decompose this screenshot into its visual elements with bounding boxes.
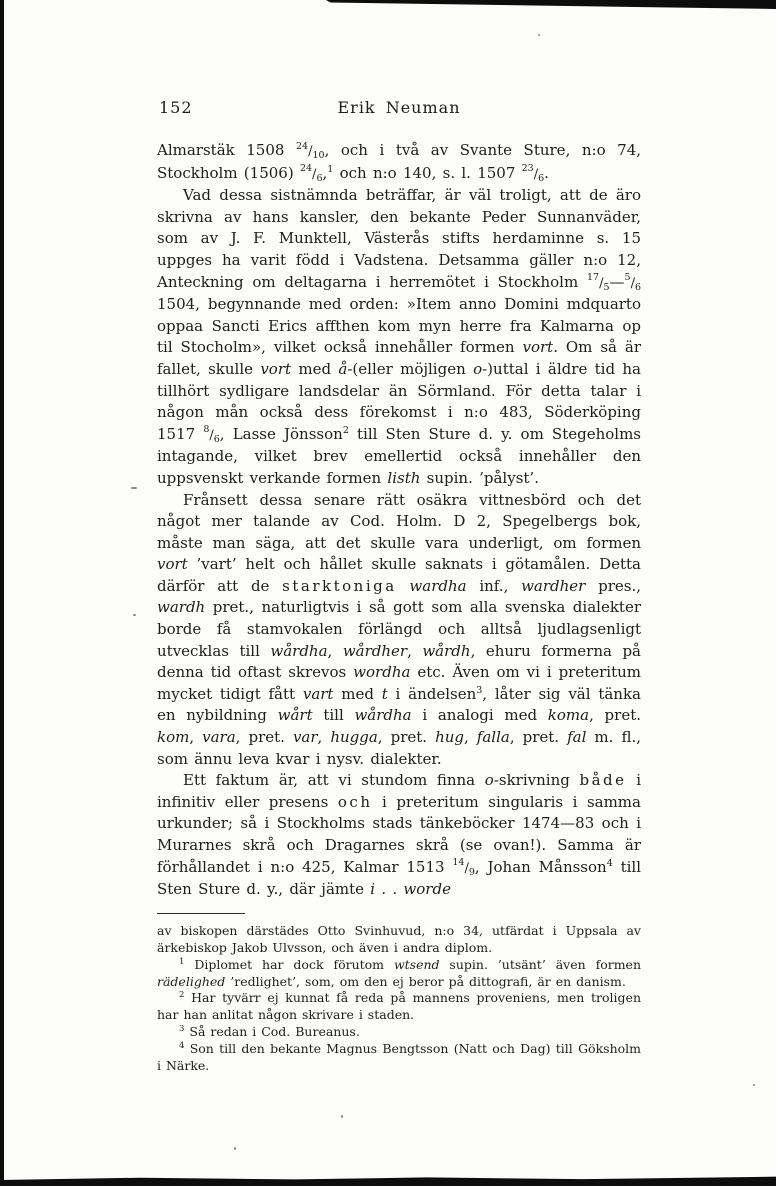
text-run: . Om så är fallet, skulle [157, 338, 641, 378]
text-run: supin. ’pålyst’. [420, 468, 539, 487]
text-run: -skrivning [493, 771, 580, 790]
text-run: supin. ’utsänt’ även formen [439, 956, 641, 972]
text-run: vart [302, 684, 334, 703]
page-number: 152 [159, 98, 193, 117]
text-run: , Lasse Jönsson [219, 424, 343, 443]
text-run: , pret. [377, 728, 436, 747]
text-run: wtsend [393, 956, 440, 972]
text-run: , [322, 163, 328, 182]
date-fraction: $^{24}/_6$ [299, 163, 323, 184]
date-fraction: $^{23}/_6$ [521, 163, 545, 184]
text-run: -)uttal i äldre tid ha tillhört sydligare landsdelar än Sörmland. För detta talar i någon mån också dess förekomst i n:o 483, Söderköping 1517 [157, 359, 641, 443]
text-run: Har tyvärr ej kunnat få reda på mannens proveniens, men troligen har han anlitat någon skrivare i staden. [157, 990, 641, 1023]
text-run: , [407, 641, 423, 660]
text-run: -(eller möjligen [347, 359, 474, 378]
text-run: , [317, 728, 331, 747]
text-run: med [333, 684, 382, 703]
text-run: — [609, 272, 625, 291]
text-run: i preteritum singularis i samma urkunder; så i Stockholms stads tänkeböcker 1474—83 och i Murarnes skrå och Dragarnes skrå (se ovan!). Samma är förhållandet i n:o 425, Kalmar 1513 [157, 792, 641, 876]
date-fraction: $^{14}/_9$ [452, 857, 475, 878]
text-run: Diplomet har dock förutom [184, 956, 394, 972]
scan-speck [753, 1084, 755, 1086]
date-fraction: $^{24}/_{10}$ [295, 140, 325, 161]
paragraph [157, 140, 641, 185]
text-run: listh [387, 468, 421, 487]
text-run: Frånsett dessa senare rätt osäkra vittnesbörd och det något mer talande av Cod. Holm. D 2, Spegelbergs bok, måste man säga, att det skulle vara underligt, om formen [157, 490, 641, 552]
text-run: och [337, 792, 373, 811]
text-run: Så redan i Cod. Bureanus. [184, 1024, 360, 1040]
text-run: i infinitiv eller presens [157, 771, 641, 811]
text-run: , pret. [589, 706, 641, 725]
scan-speck [133, 614, 136, 616]
text-run: , Johan Månsson [474, 857, 607, 876]
running-header: Erik Neuman [337, 98, 461, 117]
text-run: , låter sig väl tänka en nybildning [157, 684, 641, 725]
paragraph [157, 185, 641, 489]
text-run: kom [157, 728, 190, 747]
text-run: , [189, 728, 203, 747]
text-run: av biskopen därstädes Otto Svinhuvud, n:o 34, utfärdat i Uppsala av ärkebiskop Jakob Ulvsson, och även i andra diplom. [157, 922, 641, 955]
page-header [157, 98, 641, 118]
footnote-marker: 2 [179, 990, 185, 1001]
text-run: , ehuru formerna på denna tid oftast skrevos [157, 641, 641, 682]
footnote-marker: 2 [342, 424, 349, 436]
text-run: till [312, 706, 355, 725]
footnote-marker: 4 [606, 857, 613, 869]
text-run: vort [260, 359, 292, 378]
text-run: å [338, 359, 348, 378]
text-run: i analogi med [411, 706, 548, 725]
main-text [157, 140, 641, 901]
text-run: ’redlighet’, som, om den ej beror på dittografi, är en danism. [225, 973, 626, 989]
footnotes [157, 923, 641, 1075]
text-run: Vad dessa sistnämnda beträffar, är väl troligt, att de äro skrivna av hans kansler, den bekante Peder Sunnanväder, som av J. F. Munktell, Västerås stifts herdaminne s. 15 uppges ha varit född i Vadstena. Detsamma gäller n:o 12, Anteckning om deltagarna i herremötet i Stockholm [157, 186, 641, 291]
footnote [157, 990, 641, 1024]
date-fraction: $^{17}/_5$ [586, 272, 610, 293]
text-run: t [381, 684, 388, 703]
footnote-marker: 4 [179, 1040, 185, 1051]
footnote-rule [157, 913, 245, 914]
text-run: i ändelsen [387, 684, 477, 703]
scan-edge-top [326, 0, 776, 9]
text-run: pres., [585, 576, 641, 595]
text-run: inf., [466, 576, 522, 595]
paragraph [157, 770, 641, 901]
text-run: m. fl., som ännu leva kvar i nysv. dialekter. [157, 728, 641, 768]
scan-edge-bottom [0, 1175, 776, 1186]
text-run: , och i två av Svante Sture, n:o 74, Stockholm (1506) [157, 141, 642, 182]
date-fraction: $^8/_6$ [203, 424, 220, 445]
text-run: Ett faktum är, att vi stundom finna [183, 771, 485, 790]
text-run: , [327, 641, 343, 660]
text-run: wårdha [354, 706, 412, 725]
text-run: hug [435, 728, 464, 747]
text-run: o [473, 359, 483, 378]
text-run: Almarstäk 1508 [157, 141, 296, 159]
text-run: starktoniga [282, 576, 397, 595]
text-run: med [291, 359, 339, 378]
text-run: wårt [277, 706, 313, 725]
text-run: vara [202, 728, 236, 747]
text-run [397, 577, 410, 595]
paragraph [157, 490, 641, 771]
text-run: fal [567, 728, 587, 747]
text-run: 1504, begynnande med orden: »Item anno Domini mdquarto oppaa Sancti Erics affthen kom myn herre fra Kalmarna op til Stocholm», vilket också innehåller formen [157, 295, 641, 357]
page-body [157, 98, 641, 1075]
scan-speck [341, 1115, 343, 1118]
text-run: var [292, 728, 318, 747]
footnote [157, 1024, 641, 1041]
text-run: , pret. [509, 728, 568, 747]
text-run: både [579, 771, 627, 790]
text-run: till Sten Sture d. y. om Stegeholms intagande, vilket brev emellertid också innehåller den uppsvenskt verkande formen [157, 424, 642, 487]
scan-edge-left [0, 0, 4, 1186]
footnote [157, 923, 641, 957]
scan-speck [538, 34, 540, 36]
text-run: pret., naturligtvis i så gott som alla svenska dialekter borde få stamvokalen förlängd och alltså ljudlagsenligt utvecklas till [157, 598, 641, 660]
text-run: rädelighed [157, 973, 226, 989]
text-run: wårdha [270, 641, 328, 660]
footnote-marker: 3 [179, 1024, 185, 1035]
text-run: , pret. [235, 728, 293, 747]
text-run: wardher [521, 576, 586, 595]
text-run: vort [522, 338, 554, 357]
footnote-marker: 1 [327, 163, 334, 175]
text-run: falla [476, 728, 510, 747]
text-run: . [544, 163, 549, 182]
text-run: och n:o 140, s. l. 1507 [333, 163, 522, 182]
text-run: wårdh [422, 641, 471, 660]
text-run: o [484, 771, 494, 790]
date-fraction: $^5/_6$ [624, 272, 641, 293]
footnote-marker: 3 [476, 684, 483, 696]
text-run: Son till den bekante Magnus Bengtsson (Natt och Dag) till Göksholm i Närke. [157, 1041, 641, 1074]
text-run: wårdher [342, 641, 408, 660]
text-run: vort [157, 555, 188, 574]
text-run: ’vart’ helt och hållet skulle saknats i götamålen. Detta därför att de [157, 555, 641, 595]
text-run: wardh [157, 598, 206, 617]
text-run: hugga [330, 728, 378, 747]
text-run: wordha [353, 663, 411, 682]
footnote [157, 1041, 641, 1075]
text-run: till Sten Sture d. y., där jämte [157, 857, 641, 899]
scan-speck [234, 1147, 236, 1150]
text-run: , [464, 728, 477, 747]
footnote [157, 957, 641, 991]
footnote-marker: 1 [179, 956, 185, 967]
text-run: i . . worde [370, 880, 451, 899]
text-run: wardha [409, 576, 467, 595]
text-run: koma [547, 706, 590, 725]
text-run: etc. Även om vi i preteritum mycket tidigt fått [157, 663, 641, 703]
scan-speck [131, 487, 137, 489]
